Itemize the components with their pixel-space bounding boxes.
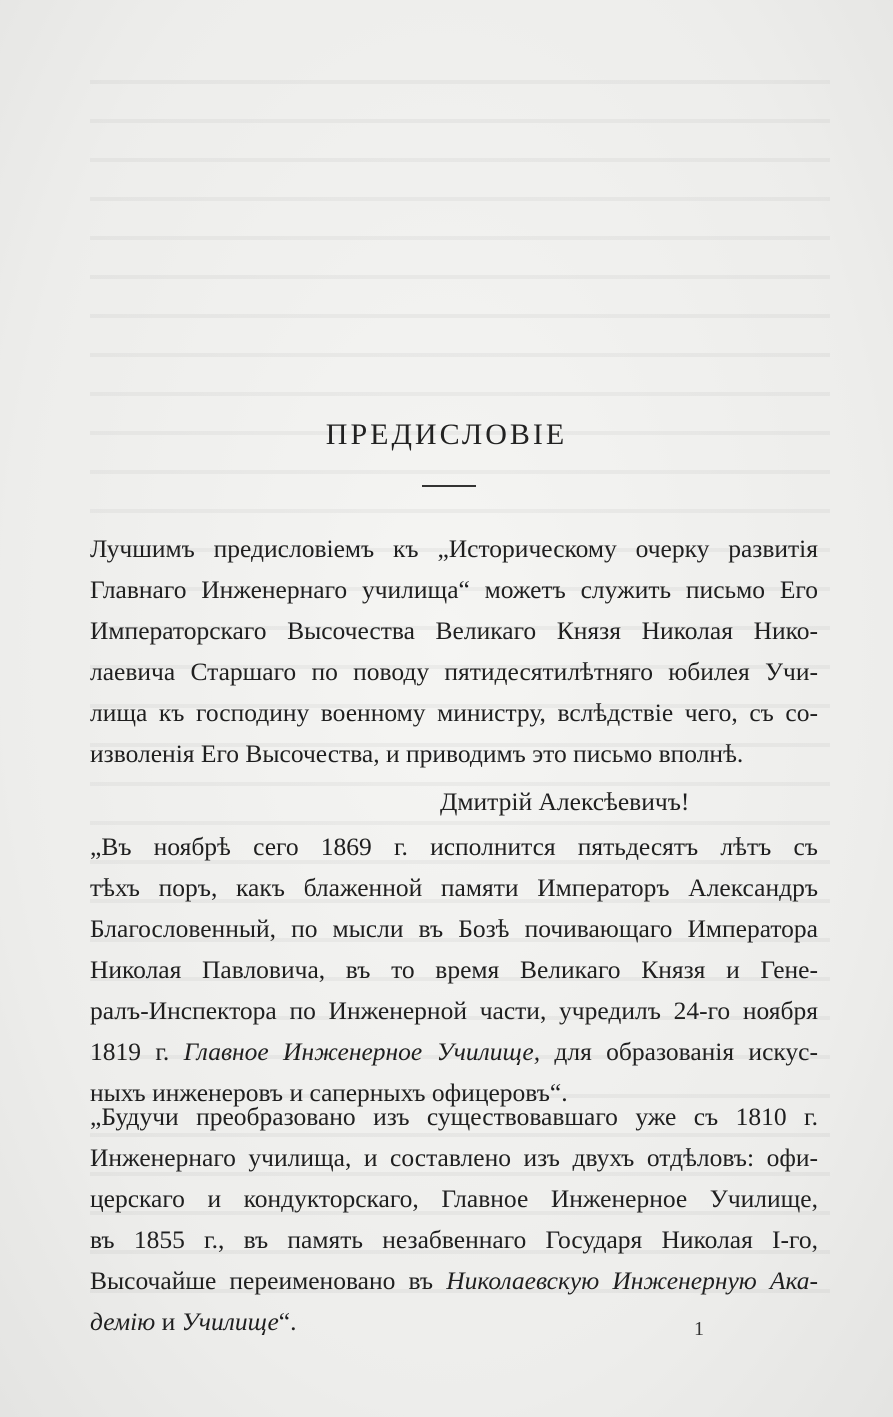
italic-title: Николаевскую Инженерную Ака-: [446, 1266, 818, 1295]
text-line: [90, 1031, 818, 1072]
text-run: 1819 г.: [90, 1037, 184, 1066]
text-run: Высочайше переименовано въ: [90, 1266, 447, 1295]
page-heading: ПРЕДИСЛОВІЕ: [325, 418, 568, 451]
text-line: Главнаго Инженернаго училища“ можетъ служить письмо Его: [90, 575, 818, 604]
italic-title: Главное Инженерное Училище,: [183, 1037, 541, 1066]
text-line: Инженернаго училища, и составлено изъ двухъ отдѣловъ: офи-: [90, 1143, 818, 1172]
text-line: ралъ-Инспектора по Инженерной части, учредилъ 24-го ноября: [90, 996, 818, 1025]
page-number: 1: [694, 1318, 704, 1340]
text-line: Лучшимъ предисловіемъ къ „Историческому очерку развитія: [90, 534, 818, 563]
text-line: „Будучи преобразовано изъ существовавшаго уже съ 1810 г.: [90, 1102, 818, 1131]
italic-title: демію: [90, 1307, 156, 1336]
paragraph-letter-1: [90, 826, 818, 1113]
text-run: и: [155, 1307, 182, 1336]
letter-salutation: Дмитрій Алексѣевичъ!: [440, 787, 690, 816]
text-line: ныхъ инженеровъ и саперныхъ офицеровъ“.: [90, 1078, 568, 1107]
paragraph-letter-2: [90, 1096, 818, 1342]
text-run: для образованія искус-: [540, 1037, 818, 1066]
text-line: изволенія Его Высочества, и приводимъ это письмо вполнѣ.: [90, 739, 744, 768]
text-line: Императорскаго Высочества Великаго Князя Николая Нико-: [90, 616, 818, 645]
heading-rule: [422, 485, 476, 487]
text-line: [90, 1301, 818, 1342]
text-line: лаевича Старшаго по поводу пятидесятилѣтняго юбилея Учи-: [90, 657, 818, 686]
text-line: лища къ господину военному министру, вслѣдствіе чего, съ со-: [90, 698, 818, 727]
text-line: Благословенный, по мысли въ Бозѣ почивающаго Императора: [90, 914, 818, 943]
text-line: церскаго и кондукторскаго, Главное Инженерное Училище,: [90, 1184, 818, 1213]
text-line: [90, 1260, 818, 1301]
paragraph-preface: [90, 528, 818, 774]
text-line: тѣхъ поръ, какъ блаженной памяти Императоръ Александръ: [90, 873, 818, 902]
text-run: “.: [278, 1307, 297, 1336]
text-line: въ 1855 г., въ память незабвеннаго Государя Николая I-го,: [90, 1225, 818, 1254]
italic-title: Училище: [181, 1307, 279, 1336]
text-line: Николая Павловича, въ то время Великаго Князя и Гене-: [90, 955, 818, 984]
text-line: „Въ ноябрѣ сего 1869 г. исполнится пятьдесятъ лѣтъ съ: [90, 832, 818, 861]
